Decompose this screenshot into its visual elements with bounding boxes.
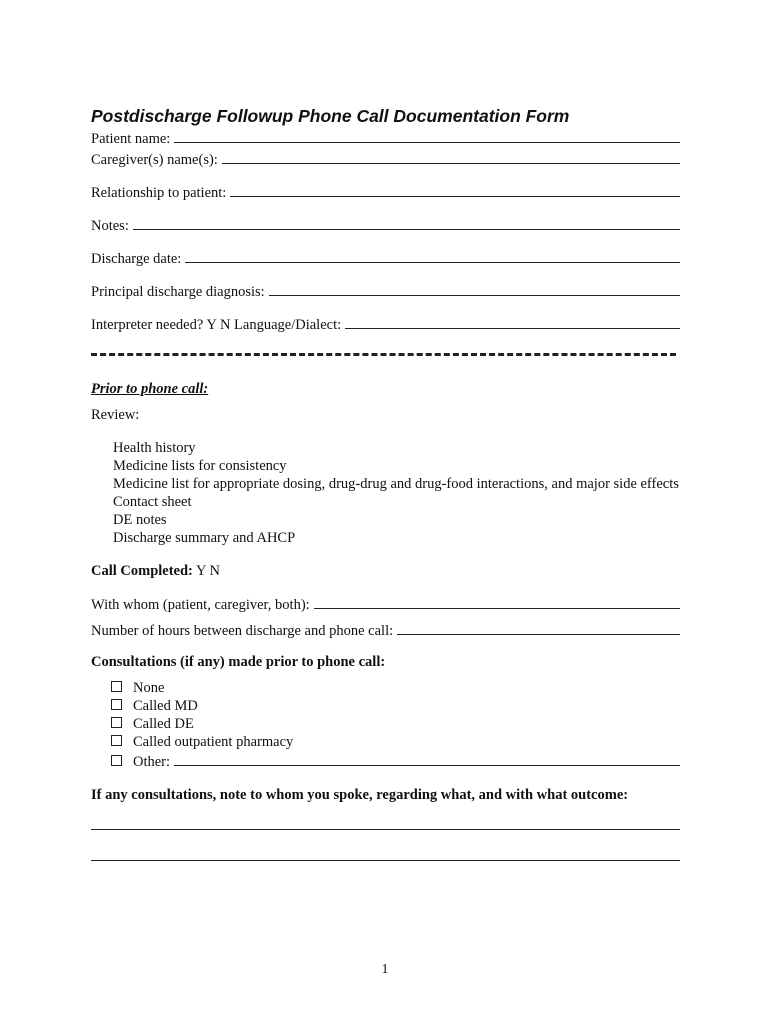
patient-name-field[interactable] <box>91 128 680 149</box>
field-label: With whom (patient, caregiver, both): <box>91 597 310 613</box>
checkbox-icon[interactable] <box>111 681 122 692</box>
caregiver-name-field[interactable] <box>91 149 680 182</box>
checklist-label: Called outpatient pharmacy <box>133 734 294 750</box>
field-label: Principal discharge diagnosis: <box>91 284 265 300</box>
field-label: Number of hours between discharge and phone call: <box>91 623 394 639</box>
fill-line[interactable] <box>314 594 680 609</box>
field-label: Relationship to patient: <box>91 185 227 201</box>
checkbox-icon[interactable] <box>111 717 122 728</box>
field-label: Interpreter needed? Y N Language/Dialect: <box>91 317 342 333</box>
with-whom-field[interactable] <box>91 594 680 620</box>
fill-line[interactable] <box>133 215 680 230</box>
fill-line[interactable] <box>230 182 680 197</box>
form-page <box>91 104 680 861</box>
list-item: Medicine list for appropriate dosing, drug-drug and drug-food interactions, and major side effects <box>113 476 679 492</box>
list-item: Contact sheet <box>113 494 192 510</box>
fill-line[interactable] <box>222 149 680 164</box>
fill-line[interactable] <box>269 281 680 296</box>
checkbox-icon[interactable] <box>111 699 122 710</box>
if-any-heading: If any consultations, note to whom you spoke, regarding what, and with what outcome: <box>91 787 629 803</box>
hours-field[interactable] <box>91 620 680 646</box>
list-item: DE notes <box>113 512 167 528</box>
checkbox-icon[interactable] <box>111 735 122 746</box>
outcome-line[interactable] <box>91 860 680 861</box>
checklist-label: None <box>133 680 165 696</box>
review-label: Review: <box>91 407 140 423</box>
checklist-item[interactable] <box>111 679 680 697</box>
fill-line[interactable] <box>185 248 680 263</box>
call-completed <box>91 563 680 580</box>
dashed-divider <box>91 353 676 356</box>
consultations-checklist <box>111 679 680 771</box>
relationship-field[interactable] <box>91 182 680 215</box>
review-list <box>113 439 680 547</box>
checklist-label: Called MD <box>133 698 198 714</box>
fill-line[interactable] <box>174 751 680 766</box>
outcome-line[interactable] <box>91 829 680 830</box>
checklist-item[interactable] <box>111 733 680 751</box>
fill-line[interactable] <box>397 620 680 635</box>
fill-line[interactable] <box>174 128 680 143</box>
discharge-date-field[interactable] <box>91 248 680 281</box>
interpreter-field[interactable] <box>91 314 680 347</box>
field-label: Discharge date: <box>91 251 182 267</box>
field-label: Caregiver(s) name(s): <box>91 152 218 168</box>
checklist-item[interactable] <box>111 715 680 733</box>
call-completed-label: Call Completed: <box>91 563 193 579</box>
checklist-label: Other: <box>133 754 171 770</box>
checklist-item[interactable] <box>111 751 680 771</box>
list-item: Health history <box>113 440 196 456</box>
page-number: 1 <box>381 962 389 977</box>
call-completed-value[interactable]: Y N <box>195 563 221 579</box>
diagnosis-field[interactable] <box>91 281 680 314</box>
list-item: Discharge summary and AHCP <box>113 530 296 546</box>
consultations-heading: Consultations (if any) made prior to phone call: <box>91 654 386 670</box>
checklist-item[interactable] <box>111 697 680 715</box>
checklist-label: Called DE <box>133 716 194 732</box>
list-item: Medicine lists for consistency <box>113 458 287 474</box>
form-title: Postdischarge Followup Phone Call Documentation Form <box>91 106 570 126</box>
notes-field[interactable] <box>91 215 680 248</box>
checkbox-icon[interactable] <box>111 755 122 766</box>
prior-heading: Prior to phone call: <box>91 381 209 397</box>
field-label: Patient name: <box>91 131 171 147</box>
field-label: Notes: <box>91 218 129 234</box>
fill-line[interactable] <box>345 314 680 329</box>
